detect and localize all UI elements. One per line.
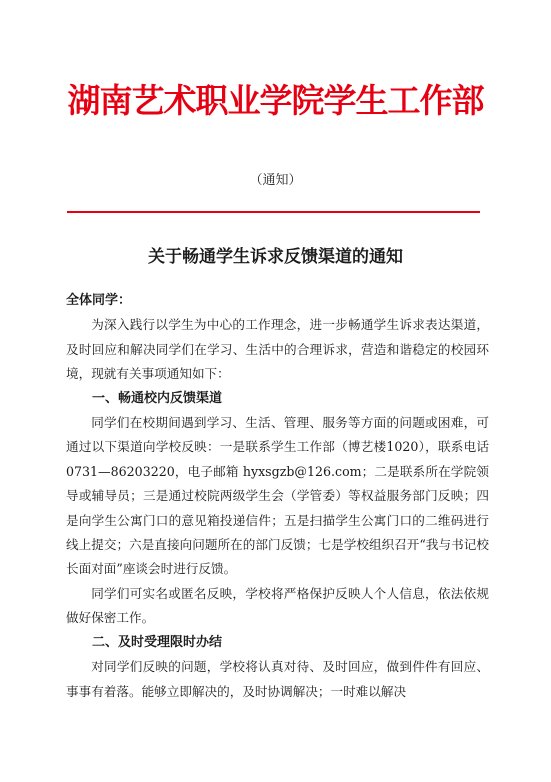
section-heading-1: 一、畅通校内反馈渠道: [92, 390, 223, 406]
document-body: [66, 289, 489, 704]
letterhead-title: 湖南艺术职业学院学生工作部: [67, 81, 484, 120]
section-1-paragraph-1: 同学们在校期间遇到学习、生活、管理、服务等方面的问题或困难，可通过以下渠道向学校反映：一是联系学生工作部（博艺楼1020），联系电话 0731—86203220，电子邮箱 hyxsgzb@126.com；二是联系所在学院领导或辅导员；三是通过校院两级学生会（学管委）等权益服务部门反映；四是向学生公寓门口的意见箱投递信件；五是扫描学生公寓门口的二维码进行线上提交；六是直接向问题所在的部门反馈；七是学校组织召开“我与书记校长面对面”座谈会时进行反馈。: [66, 415, 489, 577]
section-heading-2: 二、及时受理限时办结: [92, 634, 223, 650]
salutation: 全体同学：: [66, 293, 132, 308]
section-1-paragraph-2: 同学们可实名或匿名反映，学校将严格保护反映人个人信息，依法依规做好保密工作。: [66, 585, 489, 626]
letterhead-divider: [67, 211, 480, 213]
intro-paragraph: 为深入践行以学生为中心的工作理念，进一步畅通学生诉求表达渠道，及时回应和解决同学们在学习、生活中的合理诉求，营造和谐稳定的校园环境，现就有关事项通知如下：: [66, 317, 489, 382]
notice-type-label: （通知）: [249, 173, 302, 188]
section-2-paragraph-1: 对同学们反映的问题，学校将认真对待、及时回应，做到件件有回应、事事有着落。能够立即解决的，及时协调解决；一时难以解决: [66, 659, 489, 699]
document-title: 关于畅通学生诉求反馈渠道的通知: [148, 247, 403, 267]
